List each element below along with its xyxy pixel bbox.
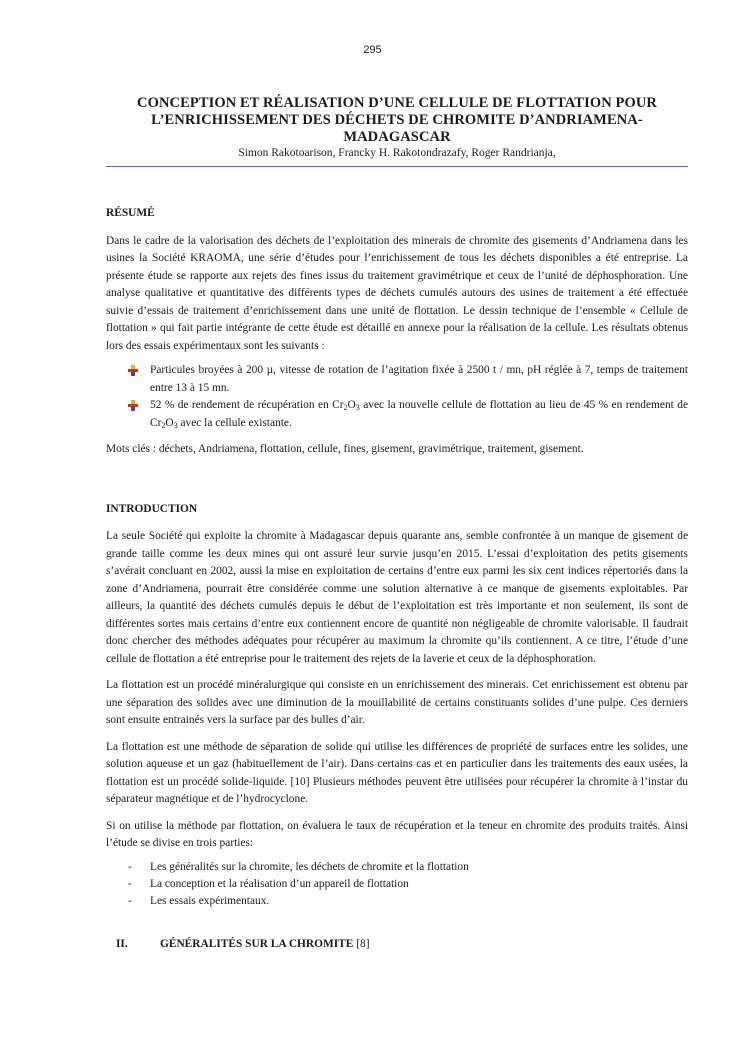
results-list <box>106 362 688 432</box>
page-number: 295 <box>363 44 382 56</box>
title-rule <box>106 166 688 167</box>
main-content <box>106 205 688 953</box>
results-item-1 <box>128 362 688 397</box>
title-line-2: L’ENRICHISSEMENT DES DÉCHETS DE CHROMITE D’ANDRIAMENA- <box>151 112 643 128</box>
paper-title <box>106 95 688 146</box>
intro-paragraph-3: La flottation est une méthode de séparation de solide qui utilise les différences de propriété de surfaces entre les solides, une solution aqueuse et un gaz (habituellement de l’air). Dans certains cas et en particulier dans les traitements des eaux usées, la flottation est un procédé solide-liquide. [10] Plusieurs méthodes peuvent être utilisées pour récupérer la chromite à l’instar du séparateur magnétique et de l’hydrocyclone. <box>106 740 688 805</box>
resume-paragraph: Dans le cadre de la valorisation des déchets de l’exploitation des minerais de chromite des gisements d’Andriamena dans les usines la Société KRAOMA, une série d’études pour l’enrichissement de tous les déchets disponibles a été entreprise. La présente étude se rapporte aux rejets des fines issus du traitement gravimétrique et ceux de l’unité de déphosphoration. Une analyse qualitative et quantitative des différents types de déchets cumulés autours des usines de traitement a été effectuée suivie d’essais de traitement d’enrichissement dans une unité de flottation. Le dessin technique de l’ensemble « Cellule de flottation » qui fait partie intégrante de cette étude est détaillé en annexe pour la réalisation de la cellule. Les résultats obtenus lors des essais expérimentaux sont les suivants : <box>106 234 688 352</box>
resume-heading: RÉSUMÉ <box>106 207 155 219</box>
results-item-1-text: Particules broyées à 200 µ, vitesse de rotation de l’agitation fixée à 2500 t / mn, pH réglée à 7, temps de traitement entre 13 à 15 mn. <box>150 364 688 394</box>
section-2-title: GÉNÉRALITÉS SUR LA CHROMITE <box>160 937 354 950</box>
section-2-number: II. <box>116 937 128 950</box>
intro-paragraph-1: La seule Société qui exploite la chromite à Madagascar depuis quarante ans, semble confrontée à un manque de gisement de grande taille comme les deux mines qui ont assuré leur survie jusqu’en 2015. L’essai d’exploitation des petits gisements s’avérait concluant en 2002, aussi la mise en exploitation de certains d’entre eux parmi les six cent indices répertoriés dans la zone d’Andriamena, pourrait être considérée comme une solution alternative à ce manque de gisements exploitables. Par ailleurs, la quantité des déchets cumulés depuis le début de l’exploitation est très importante et non seulement, ils sont de différentes sortes mais certains d’entre eux contiennent encore de quantité non négligeable de chromite valorisable. Il faudrait donc chercher des méthodes adéquates pour récupérer au maximum la chromite qu’ils contiennent. A ce titre, l’étude d’une cellule de flottation a été entreprise pour le traitement des rejets de la laverie et ceux de la déphosphoration. <box>106 530 688 665</box>
authors: Simon Rakotoarison, Francky H. Rakotondrazafy, Roger Randrianja, <box>238 147 556 159</box>
introduction-heading: INTRODUCTION <box>106 502 198 515</box>
results-item-2-text: 52 % de rendement de récupération en $Cr_2O_3$ avec la nouvelle cellule de flottation au lieu de 45 % en rendement de $Cr_2O_3$ avec la cellule existante. <box>150 399 688 430</box>
arrow-bullet-icon <box>128 365 138 376</box>
intro-paragraph-2: La flottation est un procédé minéralurgique qui consiste en un enrichissement des minerais. Cet enrichissement est obtenu par une séparation des solides avec une diminution de la mouillabilité de certains constituants solides d’une pulpe. Ces derniers sont ensuite entrainés vers la surface par des bulles d’air. <box>106 679 688 726</box>
title-line-1: CONCEPTION ET RÉALISATION D’UNE CELLULE DE FLOTTATION POUR <box>137 95 657 111</box>
list-item: - Les généralités sur la chromite, les déchets de chromite et la flottation <box>128 860 469 873</box>
section-2-ref: [8] <box>353 937 370 950</box>
title-line-3: MADAGASCAR <box>343 129 451 145</box>
list-item: - La conception et la réalisation d’un appareil de flottation <box>128 877 409 890</box>
section-2-heading <box>106 936 688 954</box>
results-item-2 <box>128 397 688 432</box>
keywords: Mots clés : déchets, Andriamena, flottation, cellule, fines, gisement, gravimétrique, traitement, gisement. <box>106 443 584 455</box>
parts-list <box>106 859 688 910</box>
intro-paragraph-4: Si on utilise la méthode par flottation, on évaluera le taux de récupération et la teneur en chromite des produits traités. Ainsi l’étude se divise en trois parties: <box>106 819 688 849</box>
list-item: - Les essais expérimentaux. <box>128 894 270 907</box>
arrow-bullet-icon <box>128 400 138 411</box>
